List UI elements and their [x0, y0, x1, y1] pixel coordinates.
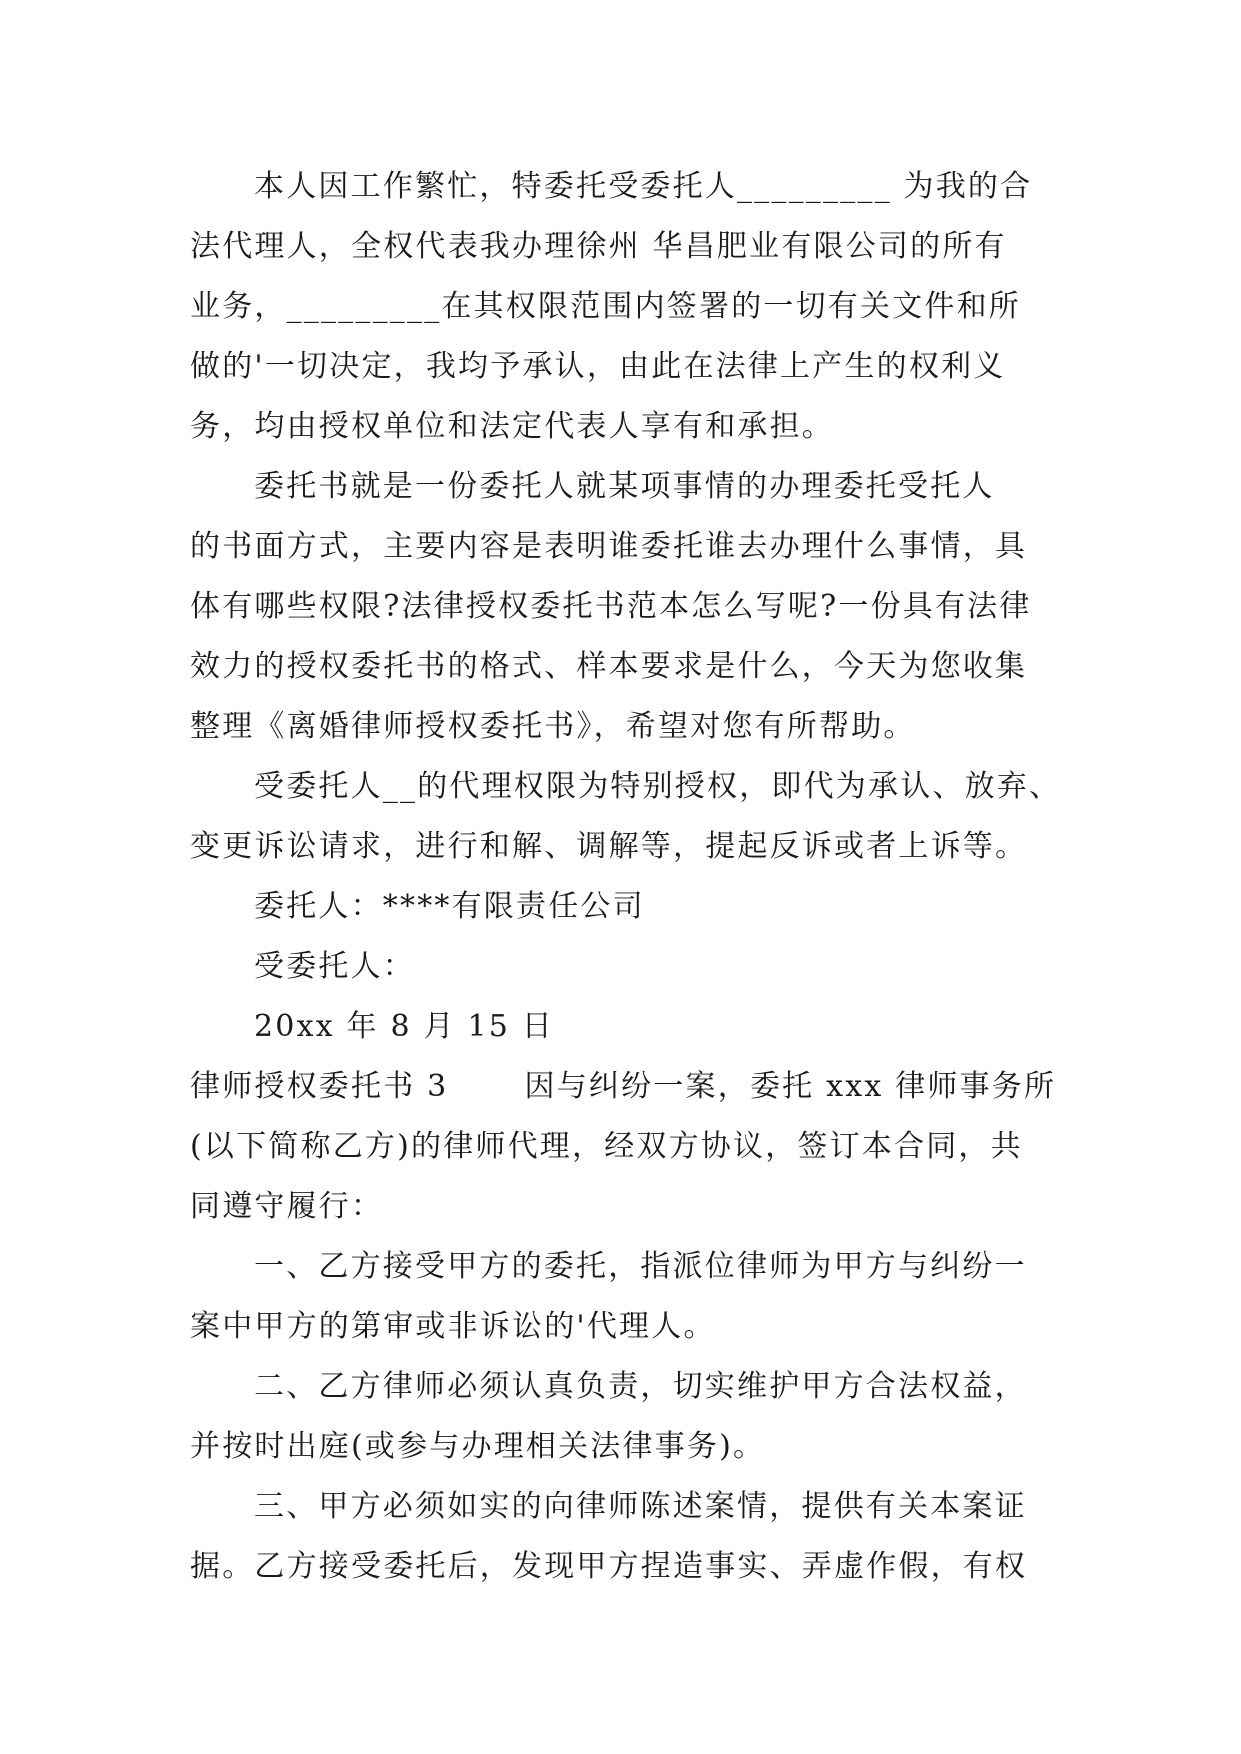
- text-line: (以下简称乙方)的律师代理，经双方协议，签订本合同，共: [190, 1129, 1023, 1164]
- text-line: 法代理人，全权代表我办理徐州 华昌肥业有限公司的所有: [190, 229, 1007, 264]
- text-line: 务，均由授权单位和法定代表人享有和承担。: [190, 409, 834, 444]
- text-line: 本人因工作繁忙，特委托受委托人_________ 为我的合: [254, 169, 1033, 204]
- date-line: 20xx 年 8 月 15 日: [254, 1009, 554, 1044]
- text-line: 委托书就是一份委托人就某项事情的办理委托受托人: [254, 469, 995, 504]
- clause-line: 三、甲方必须如实的向律师陈述案情，提供有关本案证: [254, 1489, 1027, 1524]
- text-line: 变更诉讼请求，进行和解、调解等，提起反诉或者上诉等。: [190, 829, 1028, 864]
- text-line: 同遵守履行：: [190, 1189, 384, 1224]
- agent-line: 受委托人：: [254, 949, 415, 984]
- text-line: 案中甲方的第审或非诉讼的'代理人。: [190, 1309, 716, 1344]
- clause-line: 二、乙方律师必须认真负责，切实维护甲方合法权益，: [254, 1369, 1027, 1404]
- section-heading-line: 律师授权委托书 3 因与纠纷一案，委托 xxx 律师事务所: [190, 1069, 1057, 1104]
- document-body: [190, 157, 1062, 1597]
- text-line: 整理《离婚律师授权委托书》，希望对您有所帮助。: [190, 709, 916, 744]
- text-line: 据。乙方接受委托后，发现甲方捏造事实、弄虚作假，有权: [190, 1549, 1028, 1584]
- text-line: 的书面方式，主要内容是表明谁委托谁去办理什么事情，具: [190, 529, 1028, 564]
- text-line: 受委托人__的代理权限为特别授权，即代为承认、放弃、: [254, 769, 1062, 804]
- text-line: 效力的授权委托书的格式、样本要求是什么，今天为您收集: [190, 649, 1028, 684]
- clause-line: 一、乙方接受甲方的委托，指派位律师为甲方与纠纷一: [254, 1249, 1027, 1284]
- text-line: 做的'一切决定，我均予承认，由此在法律上产生的权利义: [190, 349, 1006, 384]
- text-line: 业务，_________在其权限范围内签署的一切有关文件和所: [190, 289, 1021, 324]
- text-line: 并按时出庭(或参与办理相关法律事务)。: [190, 1429, 766, 1464]
- text-line: 体有哪些权限?法律授权委托书范本怎么写呢?一份具有法律: [190, 589, 1032, 624]
- client-line: 委托人：****有限责任公司: [254, 889, 645, 924]
